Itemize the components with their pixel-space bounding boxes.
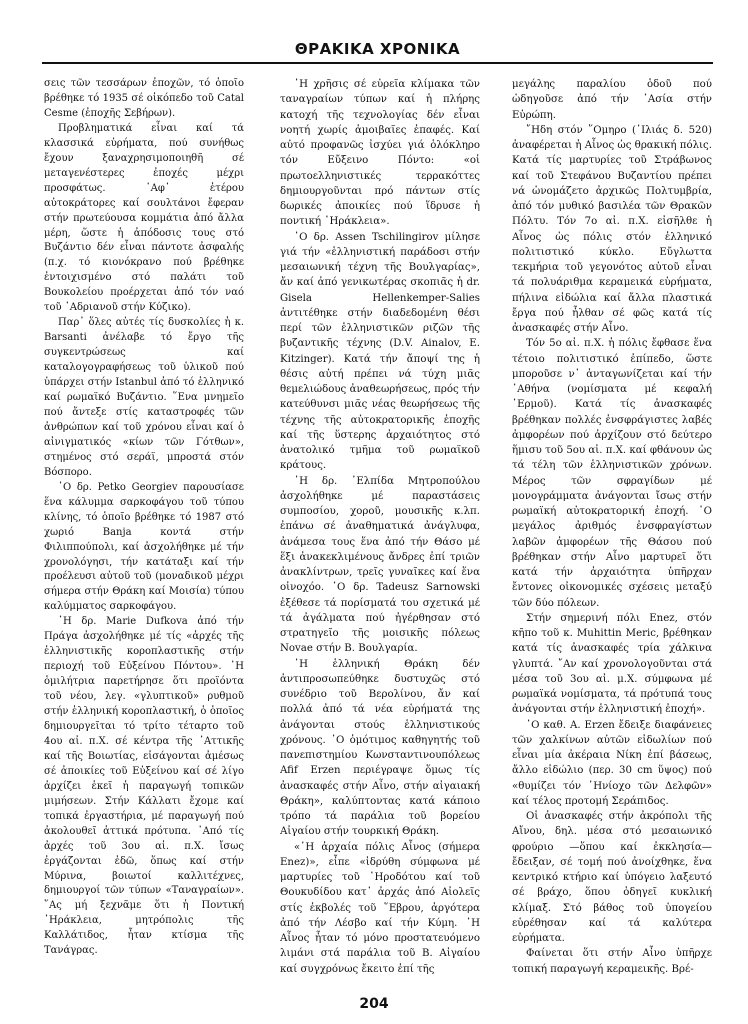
paragraph: ῾Η δρ. Marie Dufkova ἀπό τήν Πράγα ἀσχολήθηκε μέ τίς «ἀρχές τῆς ἑλληνιστικῆς κοροπλαστικῆς στήν περιοχή τοῦ Εὐξείνου Πόντου». ῾Η ὁμιλήτρια παρετήρησε ὅτι προϊόντα τοῦ νέου, λεγ. «γλυπτικοῦ» ρυθμοῦ στήν ἑλληνική κοροπλαστική, ὁ ὁποῖος δημιουργεῖται τό τρίτο τέταρτο τοῦ 4ου αἰ. π.Χ. σέ κέντρα τῆς ᾿Αττικῆς καί τῆς Βοιωτίας, εἰσάγονται ἀμέσως σέ ἀποικίες τοῦ Εὐξείνου καί σέ λίγο ἀρχίζει ἐκεῖ ἡ παραγωγή τοπικῶν μιμήσεων. Στήν Κάλλατι ἔχομε καί τοπικά ἐργαστήρια, μέ παραγωγή πού ἀκολουθεῖ ἀττικά πρότυπα. ᾿Από τίς ἀρχές τοῦ 3ου αἰ. π.Χ. ἴσως ἐργάζονται ἐδῶ, ὅπως καί στήν Μύρινα, βοιωτοί καλλιτέχνες, δημιουργοί τῶν τύπων «Ταναγραίων». ῞Ας μή ξεχνᾶμε ὅτι ἡ Ποντική ῾Ηράκλεια, μητρόπολις τῆς Καλλάτιδος, ἦταν κτίσμα τῆς Τανάγρας. <box>44 616 244 957</box>
paragraph: Φαίνεται ὅτι στήν Αἶνο ὑπῆρχε τοπική παραγωγή κεραμεικῆς. Βρέ- <box>512 948 712 975</box>
paragraph: ῾Η ἑλληνική Θράκη δέν ἀντιπροσωπεύθηκε δυστυχῶς στό συνέδριο τοῦ Βερολίνου, ἄν καί πολλά ἀπό τά νέα εὑρήματά της ἀνάγονται στούς ἑλληνιστικούς χρόνους. ῾Ο ὁμότιμος καθηγητής τοῦ πανεπιστημίου Κωνσταντινουπόλεως Afif Erzen περιέγραψε ὅμως τίς ἀνασκαφές στήν Αἶνο, στήν αἰγαιακή Θράκη», καλύπτοντας κατά κάποιο τρόπο τά παράλια τοῦ βορείου Αἰγαίου στήν τουρκική Θράκη. <box>280 658 480 838</box>
paragraph: ῾Ο καθ. A. Erzen ἔδειξε διαφάνειες τῶν χαλκίνων αὐτῶν εἰδωλίων πού εἶναι μία ἀκέραια Νίκη ἐπί βάσεως, ἄλλο εἰδώλιο (περ. 30 cm ὕψος) πού «θυμίζει τόν ῾Ηνίοχο τῶν Δελφῶν» καί τέλος προτομή Σεράπιδος. <box>512 719 712 807</box>
page-number: 204 <box>359 996 389 1012</box>
paragraph: ῾Ο δρ. Petko Georgiev παρουσίασε ἕνα κάλυμμα σαρκοφάγου τοῦ τύπου κλίνης, τό ὁποῖο βρέθηκε τό 1987 στό χωριό Banja κοντά στήν Φιλιππούπολι, καί ἀσχολήθηκε μέ τήν χρονολόγησι, τήν κατάταξι καί τήν προέλευσι αὐτοῦ τοῦ (μοναδικοῦ μέχρι σήμερα στήν Θράκη καί Μοισία) τύπου καλύμματος σαρκοφάγου. <box>44 481 244 613</box>
paragraph: Παρ᾿ ὅλες αὐτές τίς δυσκολίες ἡ κ. Barsanti ἀνέλαβε τό ἔργο τῆς συγκεντρώσεως καί καταλογογραφήσεως τοῦ ὑλικοῦ πού ὑπάρχει στήν Istanbul ἀπό τό ἑλληνικό καί ρωμαϊκό Βυζάντιο. ῞Ενα μνημεῖο πού ἄντεξε στίς καταστροφές τῶν ἀνθρώπων καί τοῦ χρόνου εἶναι καί ὁ αἰνιγματικός «κίων τῶν Γότθων», στημένος στό σεράϊ, μπροστά στόν Βόσπορο. <box>44 317 244 478</box>
paragraph: Στήν σημερινή πόλι Enez, στόν κῆπο τοῦ κ. Muhittin Meric, βρέθηκαν κατά τίς ἀνασκαφές τρία χάλκινα γλυπτά. ῎Αν καί χρονολογοῦνται στά μέσα τοῦ 3ου αἰ. μ.Χ. σύμφωνα μέ ρωμαϊκά νομίσματα, τά πρότυπά τους ἀνάγονται στήν ἑλληνιστική ἐποχή». <box>512 612 712 716</box>
paragraph: Προβληματικά εἶναι καί τά κλασσικά εὑρήματα, πού συνήθως ἔχουν ξαναχρησιμοποιηθῆ σέ μεταγενέστερες ἐποχές μέχρι προσφάτως. ᾿Αφ᾿ ἑτέρου αὐτοκράτορες καί σουλτάνοι ἔφεραν στήν πρωτεύουσα κομμάτια ἀπό ἄλλα μέρη, ὥστε ἡ ἀπόδοσις τους στό Βυζάντιο δέν εἶναι πάντοτε ἀσφαλής (π.χ. τό κιονόκρανο πού βρέθηκε ἐντοιχισμένο στό παλάτι τοῦ Βουκολείου προέρχεται ἀπό τόν ναό τοῦ ᾿Αδριανοῦ στήν Κύζικο). <box>44 122 244 314</box>
paragraph: Οἱ ἀνασκαφές στήν ἀκρόπολι τῆς Αἴνου, δηλ. μέσα στό μεσαιωνικό φρούριο —ὅπου καί ἐκκλησία— ἔδειξαν, σέ τομή πού ἀνοίχθηκε, ἕνα κεντρικό κτήριο καί ὑπόγειο λαξευτό σέ βράχο, ὅπου ὁδηγεῖ κυκλική κλίμαξ. Στό βάθος τοῦ ὑπογείου εὑρέθησαν καί τά καλύτερα εὑρήματα. <box>512 811 712 944</box>
paragraph: ῾Η δρ. ᾿Ελπίδα Μητροπούλου ἀσχολήθηκε μέ παραστάσεις συμποσίου, χοροῦ, μουσικῆς κ.λπ. ἐπάνω σέ ἀναθηματικά ἀνάγλυφα, ἀνάμεσα τους ἕνα ἀπό τήν Θάσο μέ ἕξι ἀνακεκλιμένους ἄνδρες ἐπί τριῶν ἀνακλίντρων, τρεῖς γυναῖκες καί ἕνα οἰνοχόο. ῾Ο δρ. Tadeusz Sarnowski ἐξέθεσε τά πορίσματά του σχετικά μέ τά ἀγάλματα πού ἠγέρθησαν στό στρατηγεῖο τῆς μοισικῆς πόλεως Novae στήν Β. Βουλγαρία. <box>280 475 480 655</box>
text-column-3 <box>512 77 712 977</box>
paragraph: «῾Η ἀρχαία πόλις Αἶνος (σήμερα Enez)», εἶπε «ἱδρύθη σύμφωνα μέ μαρτυρίες τοῦ ῾Ηροδότου καί τοῦ Θουκυδίδου κατ᾿ ἀρχάς ἀπό Αἰολεῖς στίς ἐκβολές τοῦ ῞Εβρου, ἀργότερα ἀπό τήν Λέσβο καί τήν Κύμη. ῾Η Αἶνος ἦταν τό μόνο προστατευόμενο λιμάνι στά παράλια τοῦ Β. Αἰγαίου καί συγχρόνως ἔκειτο ἐπί τῆς <box>280 841 480 975</box>
paragraph: Τόν 5ο αἰ. π.Χ. ἡ πόλις ἔφθασε ἕνα τέτοιο πολιτιστικό ἐπίπεδο, ὥστε μποροῦσε ν᾿ ἀνταγωνίζεται καί τήν ᾿Αθήνα (νομίσματα μέ κεφαλή ῾Ερμοῦ). Κατά τίς ἀνασκαφές βρέθηκαν πολλές ἐνσφράγιστες λαβές ἀμφορέων πού ἀρχίζουν στό δεύτερο ἥμισυ τοῦ 5ου αἰ. π.Χ. καί φθάνουν ὡς τά τέλη τῶν ἑλληνιστικῶν χρόνων. Μέρος τῶν σφραγίδων μέ μονογράμματα ἀνάγονται ἴσως στήν ρωμαϊκή αὐτοκρατορική ἐποχή. ῾Ο μεγάλος ἀριθμός ἐνσφραγίστων λαβῶν ἀμφορέων τῆς Θάσου πού βρέθηκαν στήν Αἶνο μαρτυρεῖ ὅτι κατά τήν ἀρχαιότητα ὑπῆρχαν ἔντονες οἰκονομικές σχέσεις μεταξύ τῶν δύο πόλεων. <box>512 338 712 609</box>
running-header: ΘΡΑΚΙΚΑ ΧΡΟΝΙΚΑ <box>294 40 461 58</box>
paragraph: ῾Ο δρ. Assen Tschilingirov μίλησε γιά τήν «ἑλληνιστική παράδοσι στήν μεσαιωνική τέχνη τῆς Βουλγαρίας», ἄν καί ἀπό γενικωτέρας σκοπιᾶς ἡ dr. Gisela Hellenkemper-Salies ἀντιτέθηκε στήν διαδεδομένη θέσι περί τῶν ἑλληνιστικῶν ριζῶν τῆς βυζαντικῆς τέχνης (D.V. Ainalov, E. Kitzinger). Κατά τήν ἄποψί της ἡ θέσις αὐτή πρέπει νά τύχη μιᾶς θεμελιώδους ἀναθεωρήσεως, πρός τήν κατεύθυνσι μιᾶς νέας θεωρήσεως τῆς τέχνης τῆς αὐτοκρατορικῆς ἐποχῆς καί τῆς ὕστερης ἀρχαιότητος στό ἀνατολικό τμῆμα τοῦ ρωμαϊκοῦ κράτους. <box>280 231 480 472</box>
paragraph: ῎Ηδη στόν ῞Ομηρο (᾿Ιλιάς δ. 520) ἀναφέρεται ἡ Αἶνος ὡς θρακική πόλις. Κατά τίς μαρτυρίες τοῦ Στράβωνος καί τοῦ Στεφάνου Βυζαντίου πρέπει νά ὠνομάζετο ἀρχικῶς Πολτυμβρία, ἀπό τόν μυθικό βασιλέα τῶν Θρακῶν Πόλτυ. Τόν 7ο αἰ. π.Χ. εἰσῆλθε ἡ Αἶνος ὡς πόλις στόν ἑλληνικό πολιτιστικό κύκλο. Εὔγλωττα τεκμήρια τοῦ γεγονότος αὐτοῦ εἶναι τά πολυάριθμα κεραμεικά εὑρήματα, πήλινα εἰδώλια καί ἄλλα πλαστικά ἔργα πού ἦλθαν σέ φῶς κατά τίς ἀνασκαφές στήν Αἶνο. <box>512 124 712 334</box>
paragraph: σεις τῶν τεσσάρων ἐποχῶν, τό ὁποῖο βρέθηκε τό 1935 σέ οἰκόπεδο τοῦ Catal Cesme (ἐποχῆς Σεβήρων). <box>44 78 244 119</box>
paragraph: μεγάλης παραλίου ὁδοῦ πού ὡδηγοῦσε ἀπό τήν ᾿Ασία στήν Εὐρώπη. <box>512 79 712 121</box>
text-column-2 <box>280 77 480 977</box>
text-column-1 <box>44 77 244 977</box>
header-rule <box>42 62 713 64</box>
paragraph: ῾Η χρῆσις σέ εὑρεῖα κλίμακα τῶν ταναγραίων τύπων καί ἡ πλήρης κατοχή τῆς τεχνολογίας δέν εἶναι νοητή χωρίς ἀμοιβαῖες ἐπαφές. Καί αὐτό προφανῶς ἰσχύει γιά ὁλόκληρο τόν Εὔξεινο Πόντο: «οἱ πρωτοελληνιστικές τερρακόττες δημιουργοῦνται πρό πάντων στίς δωρικές ἀποικίες πού ἵδρυσε ἡ ποντική ῾Ηράκλεια». <box>280 79 480 228</box>
